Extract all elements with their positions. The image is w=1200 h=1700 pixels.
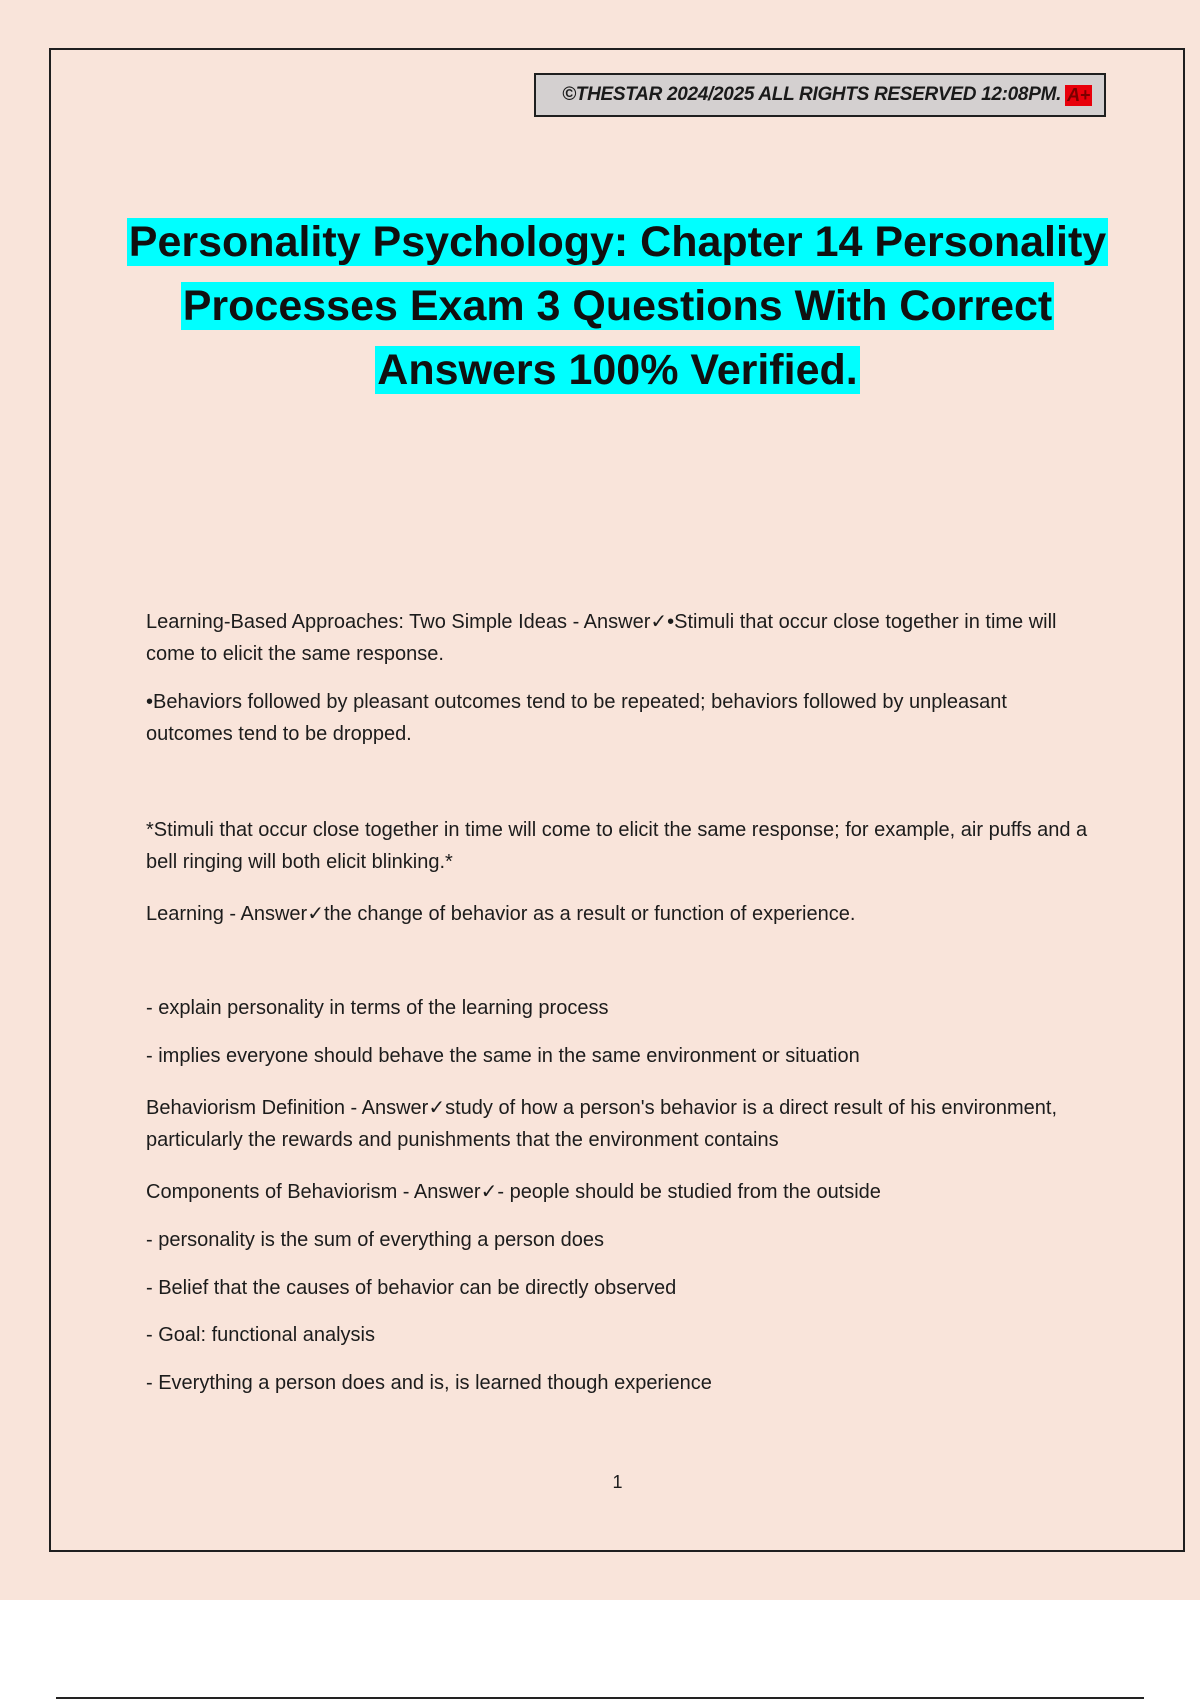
grade-badge: A+ <box>1067 84 1090 105</box>
list-item: - personality is the sum of everything a person does <box>146 1229 605 1251</box>
copyright-text: ©THESTAR 2024/2025 ALL RIGHTS RESERVED 12:08PM. <box>562 84 1062 105</box>
qa-paragraph: Learning-Based Approaches: Two Simple Ideas - Answer✓•Stimuli that occur close together in time will come to elicit the same response. <box>146 611 1057 665</box>
page-number: 1 <box>612 1472 623 1492</box>
document-body <box>146 606 1096 1399</box>
list-item: - explain personality in terms of the learning process <box>146 997 609 1019</box>
qa-note: *Stimuli that occur close together in time will come to elicit the same response; for example, air puffs and a bell ringing will both elicit blinking.* <box>146 819 1088 873</box>
list-item: - Everything a person does and is, is learned though experience <box>146 1372 712 1394</box>
title-line-1: Personality Psychology: Chapter 14 Personality <box>128 218 1107 266</box>
qa-paragraph: Learning - Answer✓the change of behavior as a result or function of experience. <box>146 903 856 925</box>
title-line-3: Answers 100% Verified. <box>377 346 858 394</box>
list-item: - Belief that the causes of behavior can be directly observed <box>146 1277 677 1299</box>
qa-paragraph: Components of Behaviorism - Answer✓- people should be studied from the outside <box>146 1181 881 1203</box>
document-title <box>100 210 1135 402</box>
copyright-header <box>534 73 1106 117</box>
qa-paragraph: Behaviorism Definition - Answer✓study of how a person's behavior is a direct result of his environment, particularly the rewards and punishments that the environment contains <box>146 1097 1057 1151</box>
list-item: - implies everyone should behave the same in the same environment or situation <box>146 1045 860 1067</box>
qa-paragraph: •Behaviors followed by pleasant outcomes tend to be repeated; behaviors followed by unpleasant outcomes tend to be dropped. <box>146 691 1007 745</box>
title-line-2: Processes Exam 3 Questions With Correct <box>182 282 1053 330</box>
page-divider <box>56 1697 1144 1699</box>
list-item: - Goal: functional analysis <box>146 1324 376 1346</box>
